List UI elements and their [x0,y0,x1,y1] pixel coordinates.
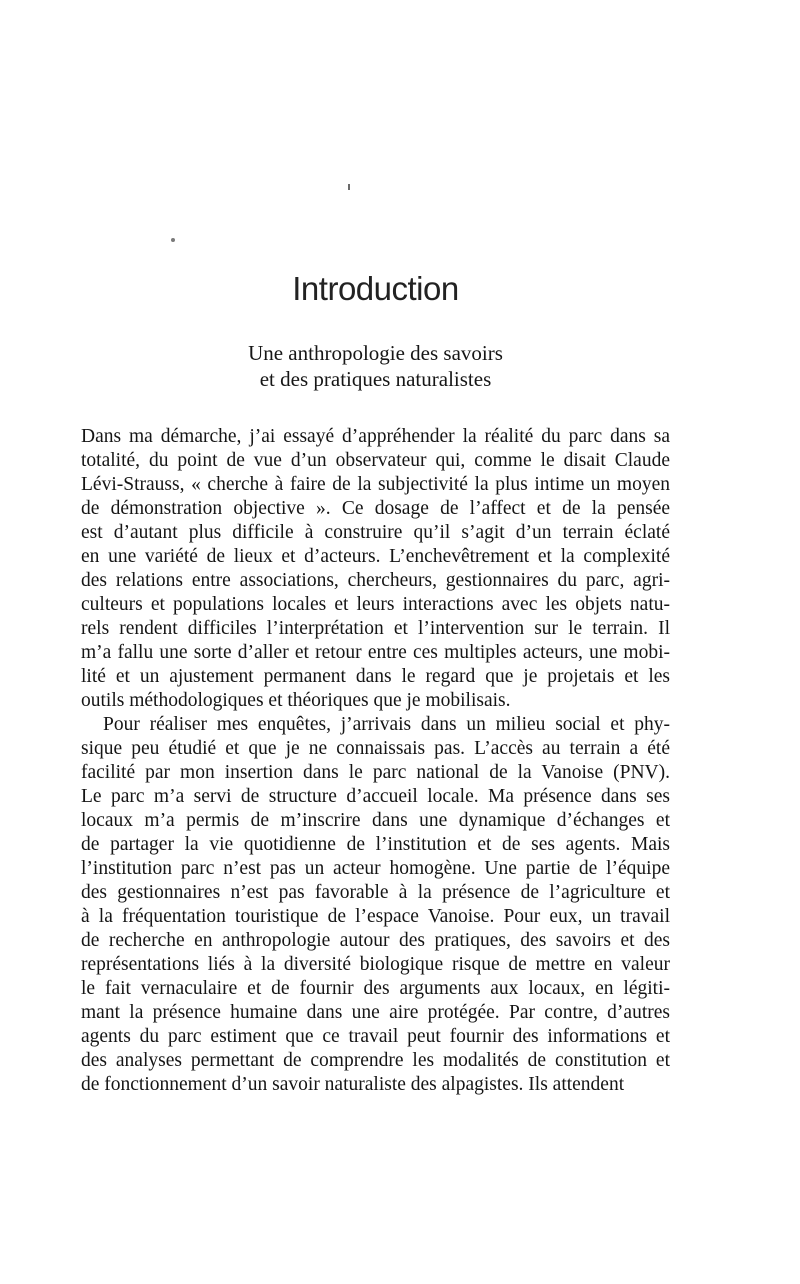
text-line: des analyses permettant de comprendre les modalités de constitution et [81,1050,670,1071]
text-line: représentations liés à la diversité biologique risque de mettre en valeur [81,954,670,975]
section-subtitle [81,340,670,392]
text-line: lité et un ajustement permanent dans le regard que je projetais et les [81,666,670,687]
text-line: de démonstration objective ». Ce dosage de l’affect et de la pensée [81,498,670,519]
text-line: Pour réaliser mes enquêtes, j’arrivais dans un milieu social et phy- [103,714,670,735]
text-line: locaux m’a permis de m’inscrire dans une dynamique d’échanges et [81,810,670,831]
text-line: rels rendent difficiles l’interprétation et l’intervention sur le terrain. Il [81,618,670,639]
text-line: totalité, du point de vue d’un observateur qui, comme le disait Claude [81,450,670,471]
text-line: de recherche en anthropologie autour des pratiques, des savoirs et des [81,930,670,951]
text-line: culteurs et populations locales et leurs interactions avec les objets natu- [81,594,670,615]
text-line: est d’autant plus difficile à construire qu’il s’agit d’un terrain éclaté [81,522,670,543]
text-line: m’a fallu une sorte d’aller et retour entre ces multiples acteurs, une mobi- [81,642,670,663]
text-line: de partager la vie quotidienne de l’institution et de ses agents. Mais [81,834,670,855]
chapter-title: Introduction [292,270,459,307]
text-line: le fait vernaculaire et de fournir des arguments aux locaux, en légiti- [81,978,670,999]
subtitle-line-1: Une anthropologie des savoirs [248,341,503,365]
text-line: mant la présence humaine dans une aire protégée. Par contre, d’autres [81,1002,670,1023]
body-text [81,425,670,1097]
text-line: facilité par mon insertion dans le parc national de la Vanoise (PNV). [81,762,670,783]
text-line: à la fréquentation touristique de l’espace Vanoise. Pour eux, un travail [81,906,670,927]
text-line: l’institution parc n’est pas un acteur homogène. Une partie de l’équipe [81,858,670,879]
text-line: Dans ma démarche, j’ai essayé d’appréhender la réalité du parc dans sa [81,426,670,447]
text-line: Lévi-Strauss, « cherche à faire de la subjectivité la plus intime un moyen [81,474,670,495]
scan-speck [171,238,175,242]
text-line: agents du parc estiment que ce travail peut fournir des informations et [81,1026,670,1047]
text-line: Le parc m’a servi de structure d’accueil locale. Ma présence dans ses [81,786,670,807]
text-line: des relations entre associations, chercheurs, gestionnaires du parc, agri- [81,570,670,591]
text-line: des gestionnaires n’est pas favorable à la présence de l’agriculture et [81,882,670,903]
subtitle-line-2: et des pratiques naturalistes [259,367,492,391]
text-line: de fonctionnement d’un savoir naturaliste des alpagistes. Ils attendent [81,1074,625,1095]
text-line: en une variété de lieux et d’acteurs. L’enchevêtrement et la complexité [81,546,670,567]
scan-speck [348,184,350,190]
text-line: outils méthodologiques et théoriques que je mobilisais. [81,690,511,711]
text-line: sique peu étudié et que je ne connaissais pas. L’accès au terrain a été [81,738,670,759]
